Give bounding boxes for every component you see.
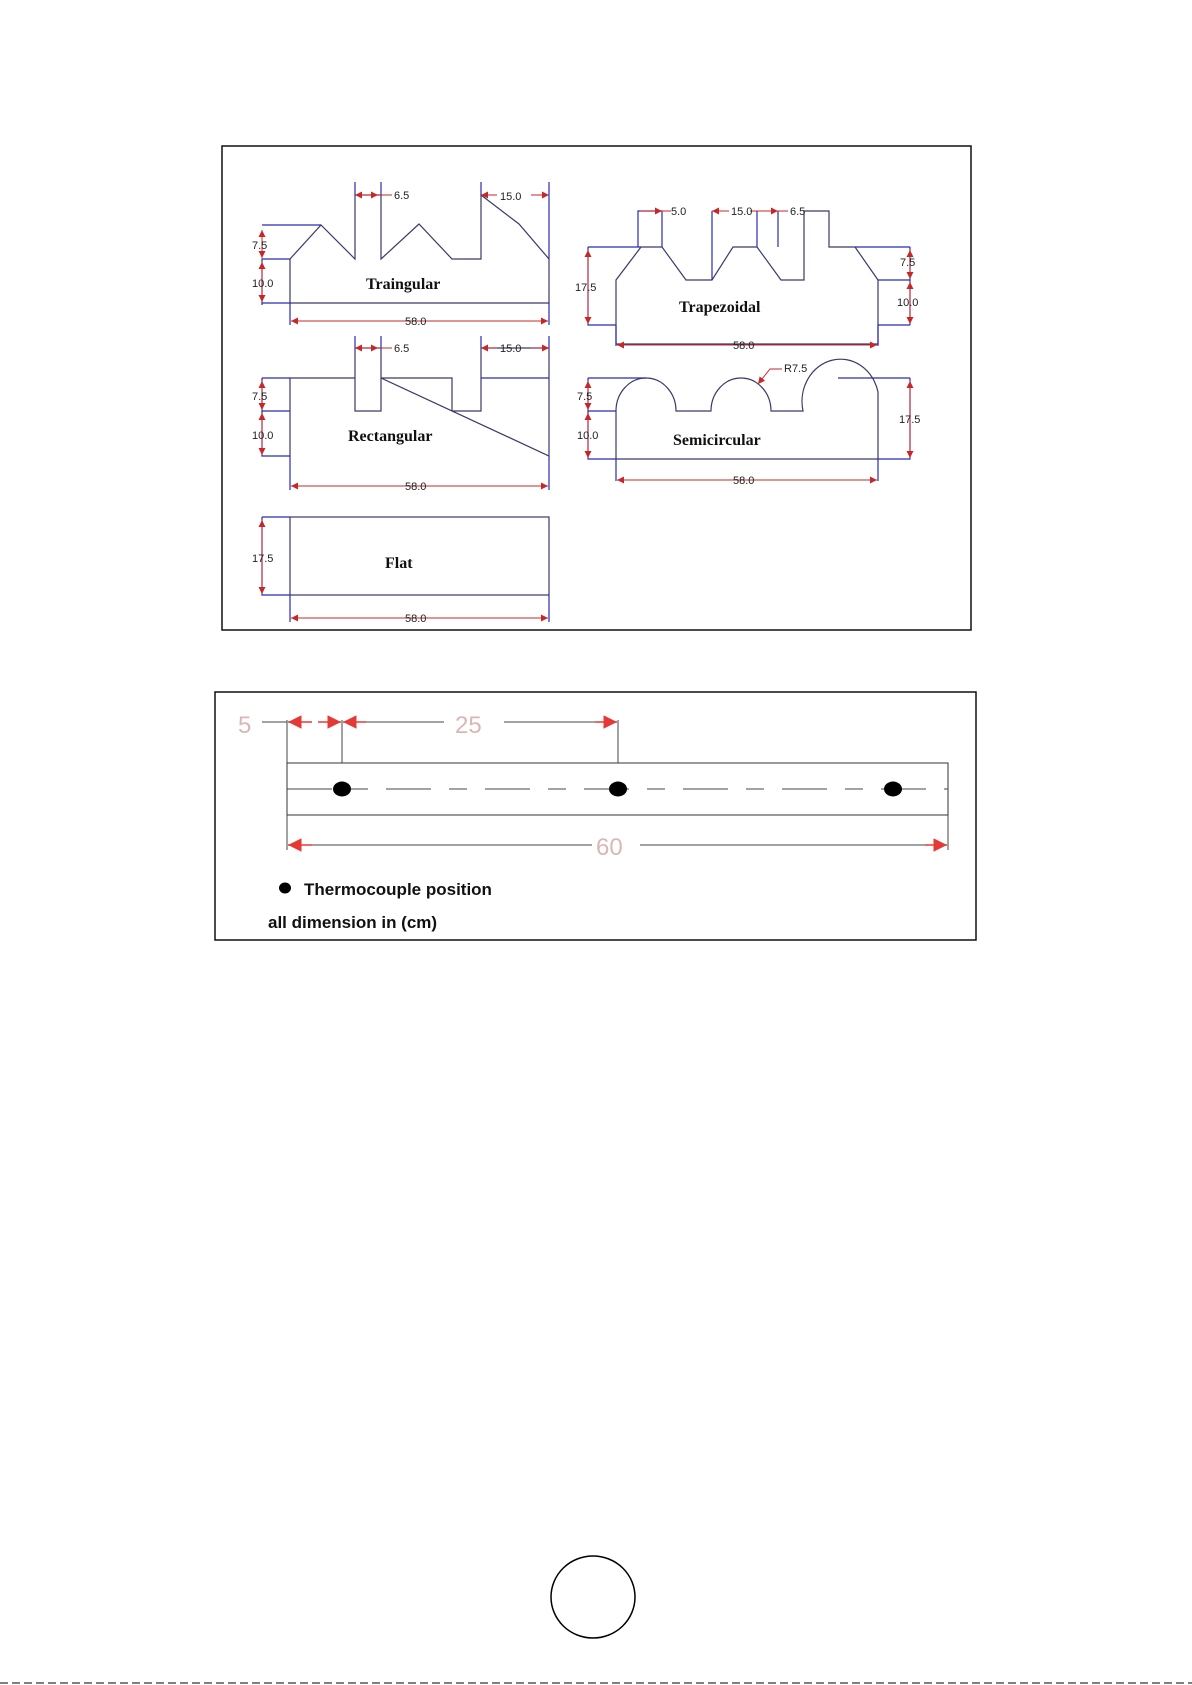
semicircular-length: 58.0 [733,475,755,487]
trapezoidal-right-bottom: 10.0 [897,297,919,309]
semicircular-label: Semicircular [673,432,761,449]
triangular-left-bottom: 10.0 [252,278,274,290]
flat-height: 17.5 [252,553,274,565]
rectangular-left-bottom: 10.0 [252,430,274,442]
rectangular-label: Rectangular [348,428,433,445]
semicircular-profile [577,359,920,487]
thermocouple-2 [609,782,627,797]
legend-units: all dimension in (cm) [268,913,438,932]
trapezoidal-slot3: 6.5 [790,206,806,218]
trapezoidal-profile [575,206,918,352]
rectangular-right-width: 15.0 [500,343,522,355]
semicircular-left-top: 7.5 [577,391,593,403]
semicircular-left-bottom: 10.0 [577,430,599,442]
rectangular-profile [252,336,549,493]
thermocouple-diagram [238,712,948,932]
figure2-frame [215,692,976,940]
trapezoidal-left-height: 17.5 [575,282,597,294]
trapezoidal-label: Trapezoidal [679,299,761,316]
thermocouple-3 [884,782,902,797]
dim-spacing: 25 [455,712,482,739]
semicircular-right-height: 17.5 [899,414,921,426]
triangular-label: Traingular [366,276,441,293]
flat-length: 58.0 [405,613,427,625]
thermocouple-1 [333,782,351,797]
figure1-frame [222,146,971,630]
trapezoidal-right-top: 7.5 [900,257,916,269]
dim-total-length: 60 [596,834,623,861]
triangular-left-top: 7.5 [252,240,268,252]
triangular-top-width: 6.5 [394,190,410,202]
legend-marker-icon [279,883,291,894]
flat-profile [252,517,549,625]
trapezoidal-slot2: 15.0 [731,206,753,218]
semicircular-radius: R7.5 [784,363,808,375]
trapezoidal-slot1: 5.0 [671,206,687,218]
page-number-circle [551,1556,635,1638]
legend-thermocouple: Thermocouple position [304,880,492,899]
rectangular-top-width: 6.5 [394,343,410,355]
triangular-profile [252,182,549,328]
dim-first-offset: 5 [238,712,252,739]
triangular-right-width: 15.0 [500,191,522,203]
triangular-length: 58.0 [405,316,427,328]
rectangular-length: 58.0 [405,481,427,493]
flat-label: Flat [385,555,413,572]
rectangular-left-top: 7.5 [252,391,268,403]
trapezoidal-length: 58.0 [733,340,755,352]
